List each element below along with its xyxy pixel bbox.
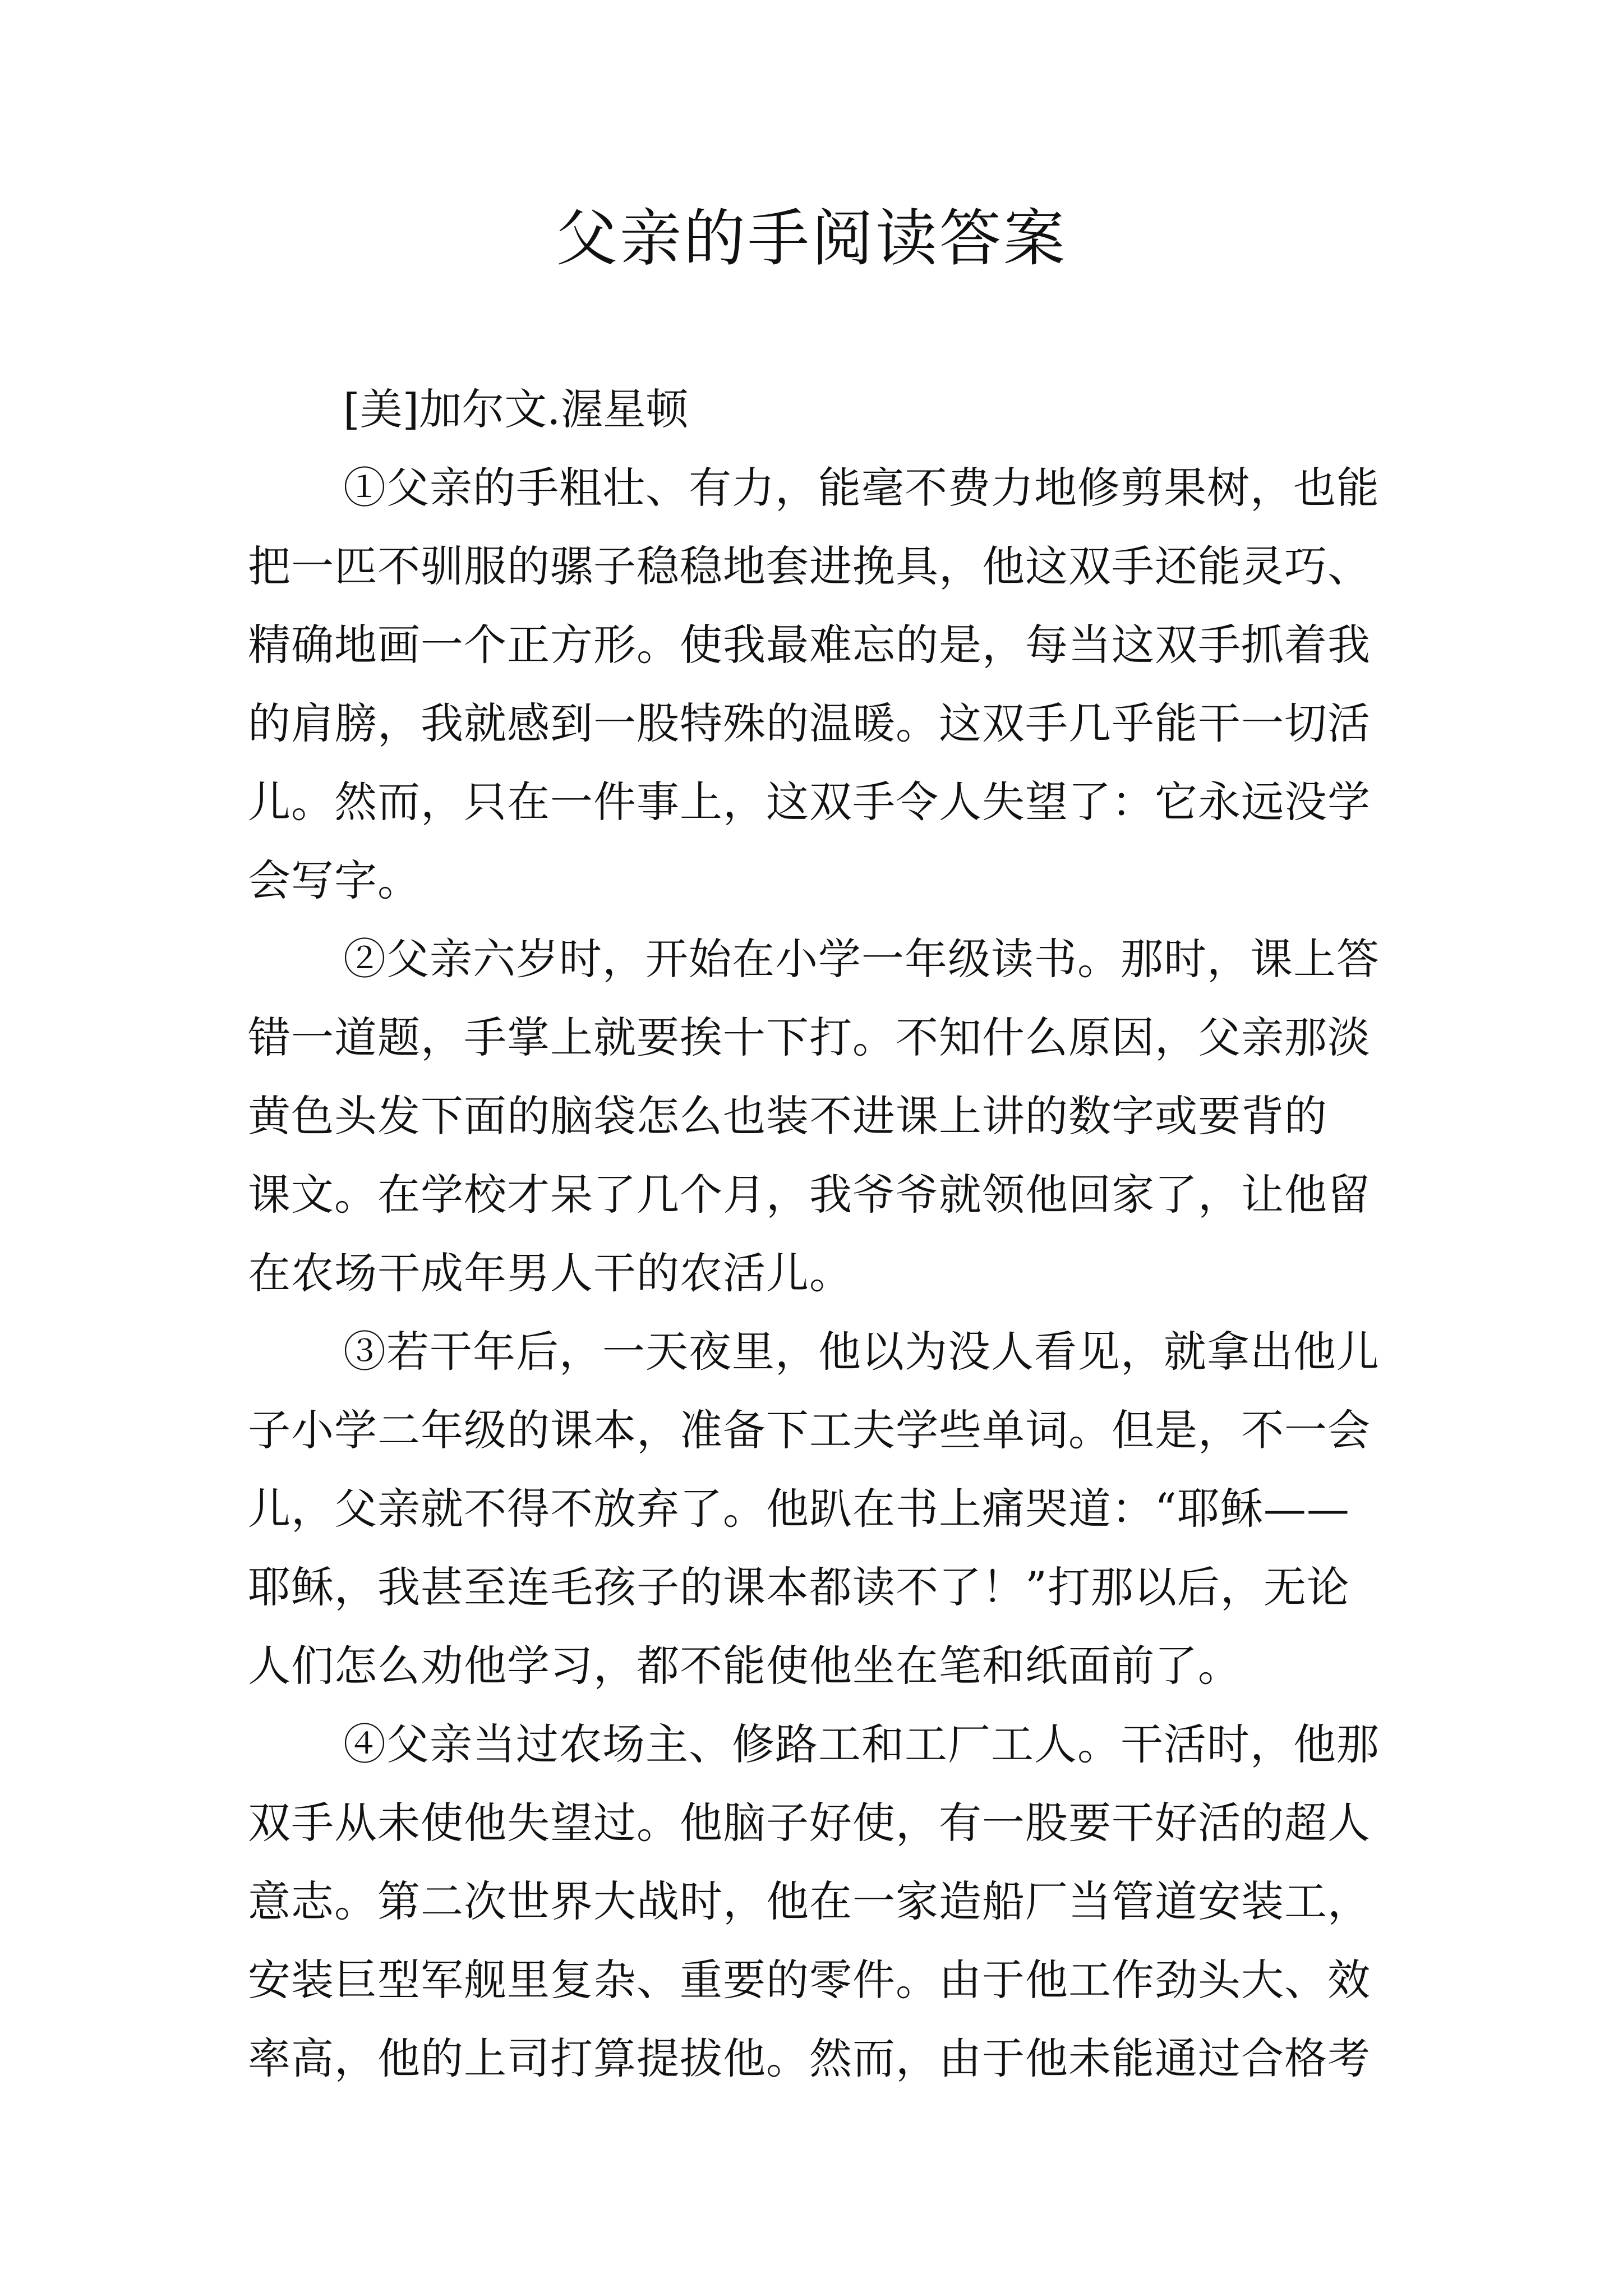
text-line: ②父亲六岁时，开始在小学一年级读书。那时，课上答: [343, 934, 1380, 984]
text-line: ④父亲当过农场主、修路工和工厂工人。干活时，他那: [343, 1719, 1380, 1769]
text-line: ③若干年后，一天夜里，他以为没人看见，就拿出他儿: [343, 1327, 1380, 1377]
paragraph-2: [248, 920, 1392, 1313]
text-line: 课文。在学校才呆了几个月，我爷爷就领他回家了，让他留: [248, 1170, 1371, 1220]
text-line: 双手从未使他失望过。他脑子好使，有一股要干好活的超人: [248, 1798, 1371, 1848]
text-line: 耶稣，我甚至连毛孩子的课本都读不了！”打那以后，无论: [248, 1562, 1350, 1612]
paragraph-3: [248, 1313, 1392, 1705]
text-line: 在农场干成年男人干的农活儿。: [248, 1248, 852, 1298]
text-line: 儿，父亲就不得不放弃了。他趴在书上痛哭道：“耶稣——: [248, 1484, 1350, 1534]
text-line: 率高，他的上司打算提拔他。然而，由于他未能通过合格考: [248, 2033, 1371, 2083]
text-line: 黄色头发下面的脑袋怎么也装不进课上讲的数字或要背的: [248, 1091, 1327, 1141]
article-body: [248, 370, 1392, 2098]
text-line: 意志。第二次世界大战时，他在一家造船厂当管道安装工，: [248, 1876, 1371, 1926]
paragraph-4: [248, 1705, 1392, 2098]
text-line: 把一匹不驯服的骡子稳稳地套进挽具，他这双手还能灵巧、: [248, 541, 1371, 591]
page-title: 父亲的手阅读答案: [556, 203, 1067, 274]
text-line: 会写字。: [248, 855, 421, 905]
text-line: 错一道题，手掌上就要挨十下打。不知什么原因，父亲那淡: [248, 1013, 1371, 1062]
paragraph-1: [248, 449, 1392, 920]
text-line: 精确地画一个正方形。使我最难忘的是，每当这双手抓着我: [248, 620, 1371, 670]
author-line: [美]加尔文.渥星顿: [343, 384, 689, 434]
text-line: ①父亲的手粗壮、有力，能毫不费力地修剪果树，也能: [343, 463, 1380, 513]
text-line: 安装巨型军舰里复杂、重要的零件。由于他工作劲头大、效: [248, 1955, 1371, 2005]
text-line: 的肩膀，我就感到一股特殊的温暖。这双手几乎能干一切活: [248, 698, 1371, 748]
text-line: 儿。然而，只在一件事上，这双手令人失望了：它永远没学: [248, 777, 1371, 827]
text-line: 人们怎么劝他学习，都不能使他坐在笔和纸面前了。: [248, 1641, 1241, 1691]
text-line: 子小学二年级的课本，准备下工夫学些单词。但是，不一会: [248, 1405, 1371, 1455]
